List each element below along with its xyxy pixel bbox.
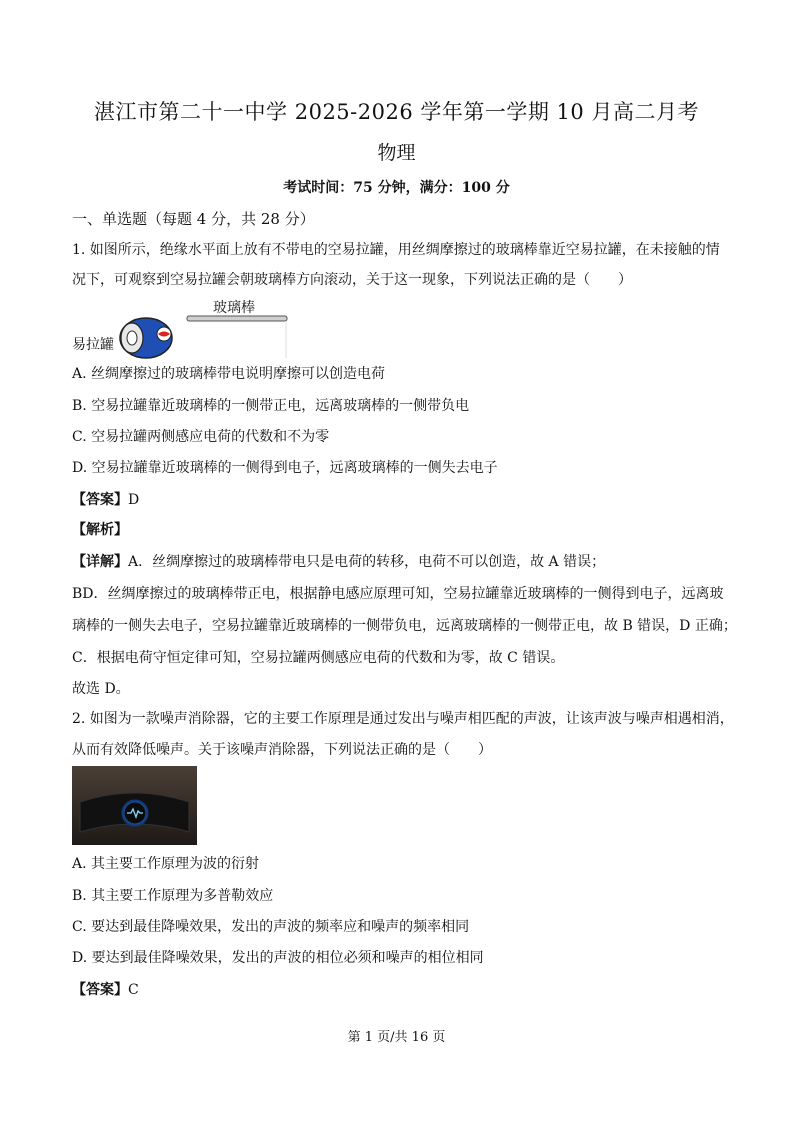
noise-canceller-photo: [72, 766, 197, 845]
glass-rod-label: 玻璃棒: [213, 300, 255, 316]
answer-tag: 【答案】: [72, 982, 128, 998]
q1-detail-line-1: [72, 552, 605, 572]
answer-value: C: [128, 982, 139, 998]
q1-stem-line-2: 况下，可观察到空易拉罐会朝玻璃棒方向滚动，关于这一现象，下列说法正确的是（ ）: [72, 272, 632, 288]
q1-analysis-tag: [72, 520, 128, 540]
analysis-tag: 【解析】: [72, 522, 128, 538]
page-footer: 第 1 页/共 16 页: [347, 1030, 446, 1045]
detail-tag: 【详解】: [72, 554, 128, 570]
soda-can: [120, 318, 172, 358]
section-heading: 一、单选题（每题 4 分，共 28 分）: [72, 210, 315, 228]
answer-tag: 【答案】: [72, 492, 128, 508]
q1-detail-line-3: 璃棒的一侧失去电子，空易拉罐靠近玻璃棒的一侧带负电，远离玻璃棒的一侧带正电，故 B 错误，D 正确；: [72, 618, 737, 634]
detail-text: A．丝绸摩擦过的玻璃棒带电只是电荷的转移，电荷不可以创造，故 A 错误；: [128, 554, 606, 570]
can-and-rod-illustration: [118, 312, 293, 360]
q1-option-a: A. 丝绸摩擦过的玻璃棒带电说明摩擦可以创造电荷: [72, 366, 386, 382]
exam-title: 湛江市第二十一中学 2025-2026 学年第一学期 10 月高二月考: [94, 100, 699, 124]
q1-option-b: B. 空易拉罐靠近玻璃棒的一侧带正电，远离玻璃棒的一侧带负电: [72, 398, 470, 414]
exam-info: 考试时间：75 分钟，满分：100 分: [283, 180, 510, 196]
q2-option-a: A. 其主要工作原理为波的衍射: [72, 856, 260, 872]
q1-conclusion: 故选 D。: [72, 681, 130, 697]
q2-option-c: C. 要达到最佳降噪效果，发出的声波的频率应和噪声的频率相同: [72, 919, 470, 935]
soda-can-label: 易拉罐: [72, 337, 114, 353]
q1-option-d: D. 空易拉罐靠近玻璃棒的一侧得到电子，远离玻璃棒的一侧失去电子: [72, 460, 498, 476]
q1-option-c: C. 空易拉罐两侧感应电荷的代数和不为零: [72, 429, 330, 445]
q2-stem-line-2: 从而有效降低噪声。关于该噪声消除器，下列说法正确的是（ ）: [72, 742, 492, 758]
glass-rod: [187, 316, 287, 321]
answer-value: D: [128, 492, 140, 508]
q1-answer: [72, 490, 139, 510]
q1-stem-line-1: 1. 如图所示，绝缘水平面上放有不带电的空易拉罐，用丝绸摩擦过的玻璃棒靠近空易拉罐，在未接触的情: [72, 242, 720, 258]
q2-answer: [72, 980, 139, 1000]
q1-detail-line-2: BD．丝绸摩擦过的玻璃棒带正电，根据静电感应原理可知，空易拉罐靠近玻璃棒的一侧得到电子，远离玻: [72, 586, 724, 602]
subject-title: 物理: [377, 142, 416, 164]
q2-stem-line-1: 2. 如图为一款噪声消除器，它的主要工作原理是通过发出与噪声相匹配的声波，让该声波与噪声相遇相消，: [72, 711, 734, 727]
q2-option-b: B. 其主要工作原理为多普勒效应: [72, 888, 274, 904]
q1-detail-line-4: C．根据电荷守恒定律可知，空易拉罐两侧感应电荷的代数和为零，故 C 错误。: [72, 650, 565, 666]
q2-option-d: D. 要达到最佳降噪效果，发出的声波的相位必须和噪声的相位相同: [72, 950, 484, 966]
